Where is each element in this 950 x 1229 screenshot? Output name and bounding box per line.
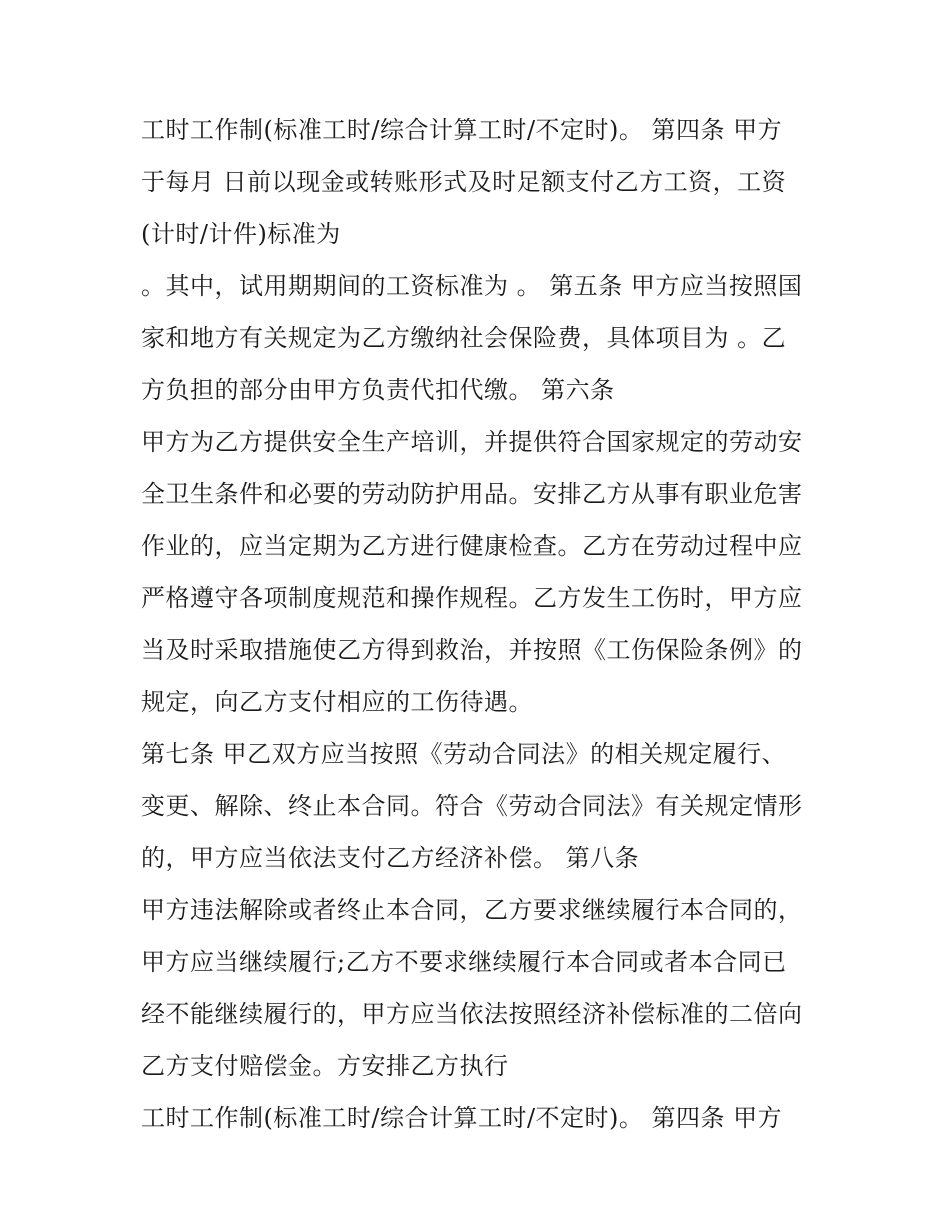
text-line: 。其中，试用期期间的工资标准为 。 第五条 甲方应当按照国 xyxy=(141,272,803,300)
text-line: 甲方为乙方提供安全生产培训，并提供符合国家规定的劳动安 xyxy=(141,428,803,456)
text-line: 第七条 甲乙双方应当按照《劳动合同法》的相关规定履行、 xyxy=(141,740,787,768)
text-line: (计时/计件)标准为 xyxy=(141,220,341,248)
document-body xyxy=(141,108,821,1148)
text-line: 甲方应当继续履行;乙方不要求继续履行本合同或者本合同已 xyxy=(141,948,787,976)
text-line: 工时工作制(标准工时/综合计算工时/不定时)。 第四条 甲方 xyxy=(141,116,783,144)
text-line: 规定，向乙方支付相应的工伤待遇。 xyxy=(141,688,533,716)
text-line: 方负担的部分由甲方负责代扣代缴。 第六条 xyxy=(141,376,615,404)
text-line: 严格遵守各项制度规范和操作规程。乙方发生工伤时，甲方应 xyxy=(141,584,803,612)
text-line: 经不能继续履行的，甲方应当依法按照经济补偿标准的二倍向 xyxy=(141,1000,803,1028)
text-line: 于每月 日前以现金或转账形式及时足额支付乙方工资，工资 xyxy=(141,168,787,196)
text-line: 作业的，应当定期为乙方进行健康检查。乙方在劳动过程中应 xyxy=(141,532,803,560)
text-line: 的，甲方应当依法支付乙方经济补偿。 第八条 xyxy=(141,844,640,872)
text-line: 全卫生条件和必要的劳动防护用品。安排乙方从事有职业危害 xyxy=(141,480,803,508)
text-line: 变更、解除、终止本合同。符合《劳动合同法》有关规定情形 xyxy=(141,792,803,820)
text-line: 乙方支付赔偿金。方安排乙方执行 xyxy=(141,1052,509,1080)
text-line: 家和地方有关规定为乙方缴纳社会保险费，具体项目为 。乙 xyxy=(141,324,787,352)
text-line: 当及时采取措施使乙方得到救治，并按照《工伤保险条例》的 xyxy=(141,636,803,664)
text-line: 工时工作制(标准工时/综合计算工时/不定时)。 第四条 甲方 xyxy=(141,1104,783,1132)
text-line: 甲方违法解除或者终止本合同，乙方要求继续履行本合同的， xyxy=(141,896,803,924)
